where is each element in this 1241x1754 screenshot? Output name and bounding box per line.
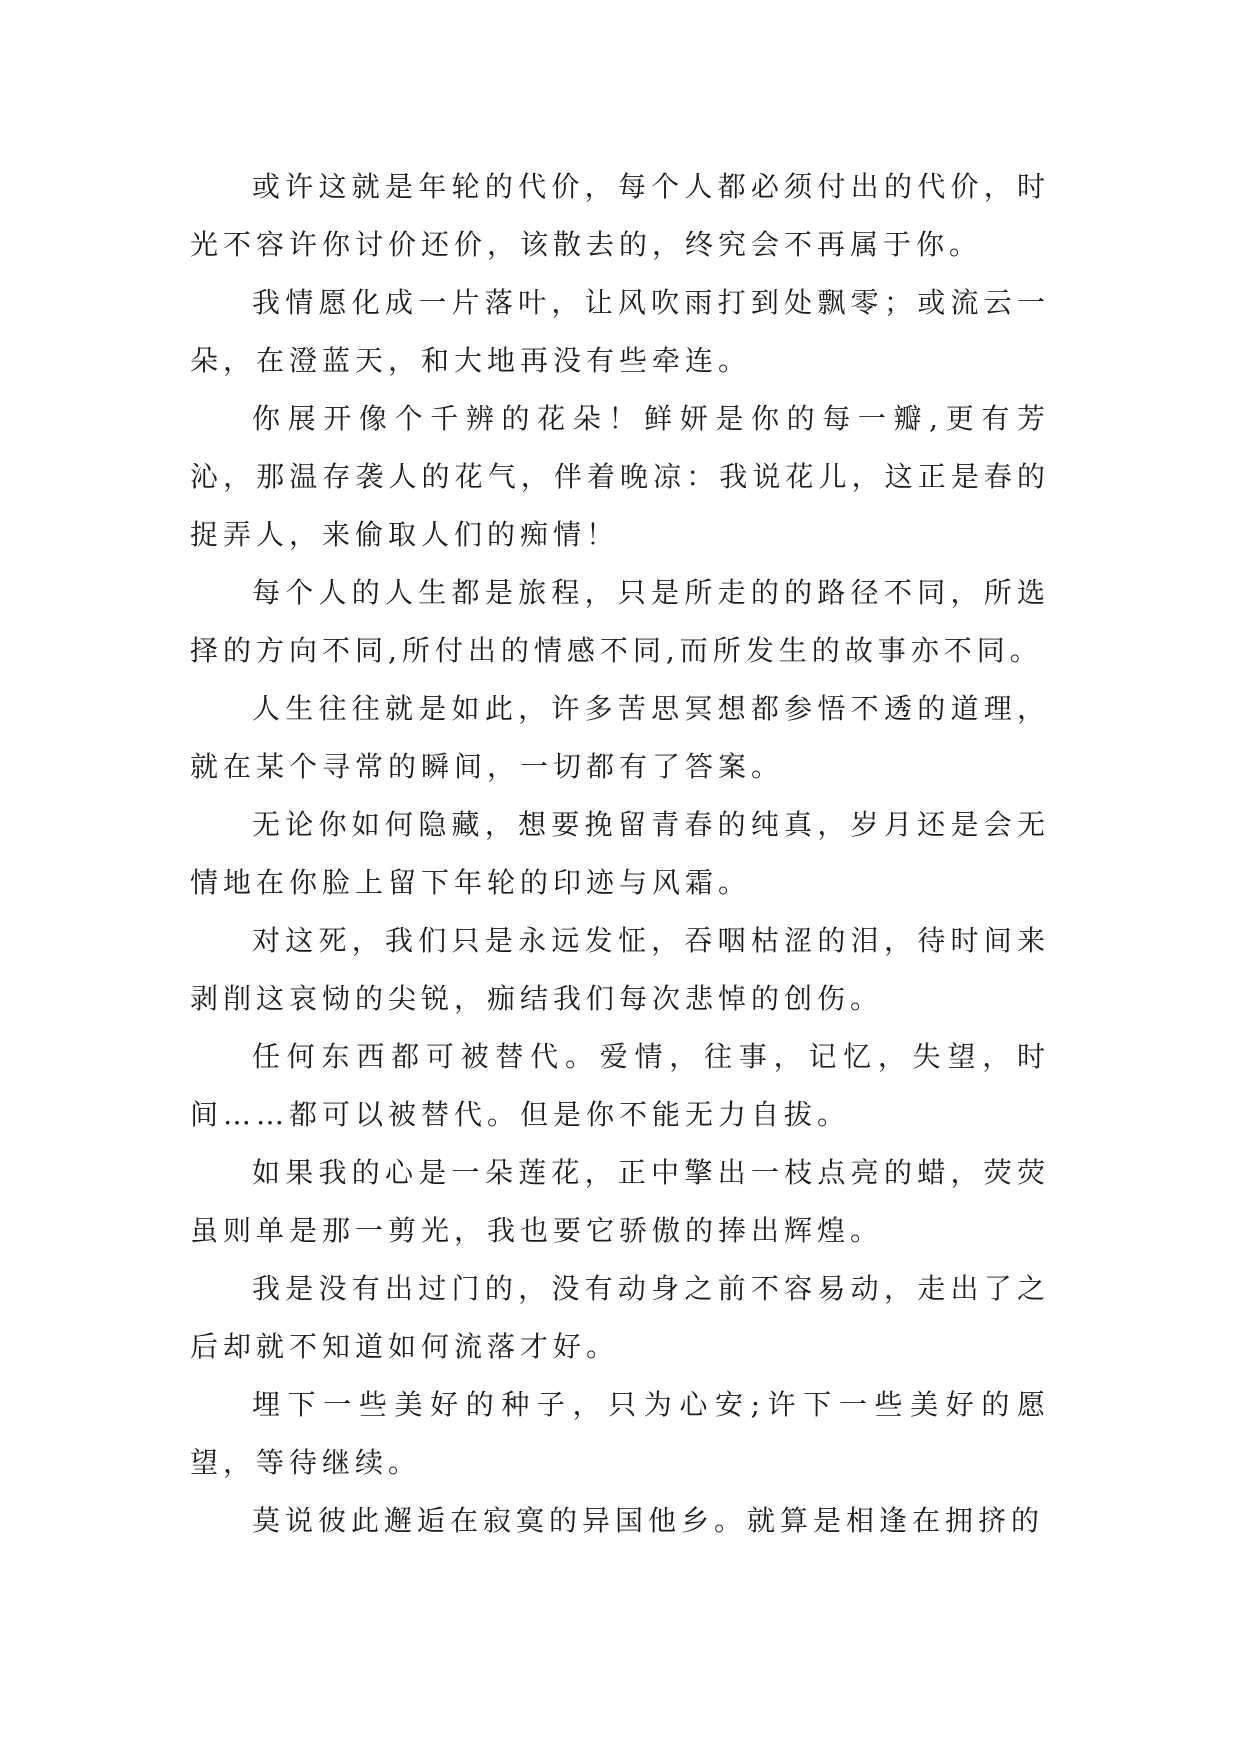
paragraph: 我是没有出过门的，没有动身之前不容易动，走出了之后却就不知道如何流落才好。 [190,1272,1050,1363]
document-body [190,158,1050,1550]
paragraph: 如果我的心是一朵莲花，正中擎出一枝点亮的蜡，荧荧虽则单是那一剪光，我也要它骄傲的捧出辉煌。 [190,1156,1050,1247]
paragraph: 对这死，我们只是永远发怔，吞咽枯涩的泪，待时间来剥削这哀恸的尖锐，痂结我们每次悲悼的创伤。 [190,924,1050,1015]
paragraph: 你展开像个千辨的花朵！鲜妍是你的每一瓣,更有芳沁，那温存袭人的花气，伴着晚凉：我说花儿，这正是春的捉弄人，来偷取人们的痴情！ [190,402,1050,551]
paragraph: 埋下一些美好的种子，只为心安;许下一些美好的愿望，等待继续。 [190,1388,1050,1479]
paragraph: 莫说彼此邂逅在寂寞的异国他乡。就算是相逢在拥挤的 [252,1504,1045,1537]
paragraph: 无论你如何隐藏，想要挽留青春的纯真，岁月还是会无情地在你脸上留下年轮的印迹与风霜。 [190,808,1050,899]
paragraph: 人生往往就是如此，许多苦思冥想都参悟不透的道理，就在某个寻常的瞬间，一切都有了答案。 [190,692,1050,783]
paragraph: 任何东西都可被替代。爱情，往事，记忆，失望，时间……都可以被替代。但是你不能无力自拔。 [190,1040,1050,1131]
paragraph: 每个人的人生都是旅程，只是所走的的路径不同，所选择的方向不同,所付出的情感不同,而所发生的故事亦不同。 [190,576,1050,667]
paragraph: 我情愿化成一片落叶，让风吹雨打到处飘零；或流云一朵，在澄蓝天，和大地再没有些牵连。 [190,286,1050,377]
paragraph: 或许这就是年轮的代价，每个人都必须付出的代价，时光不容许你讨价还价，该散去的，终究会不再属于你。 [190,170,1050,261]
